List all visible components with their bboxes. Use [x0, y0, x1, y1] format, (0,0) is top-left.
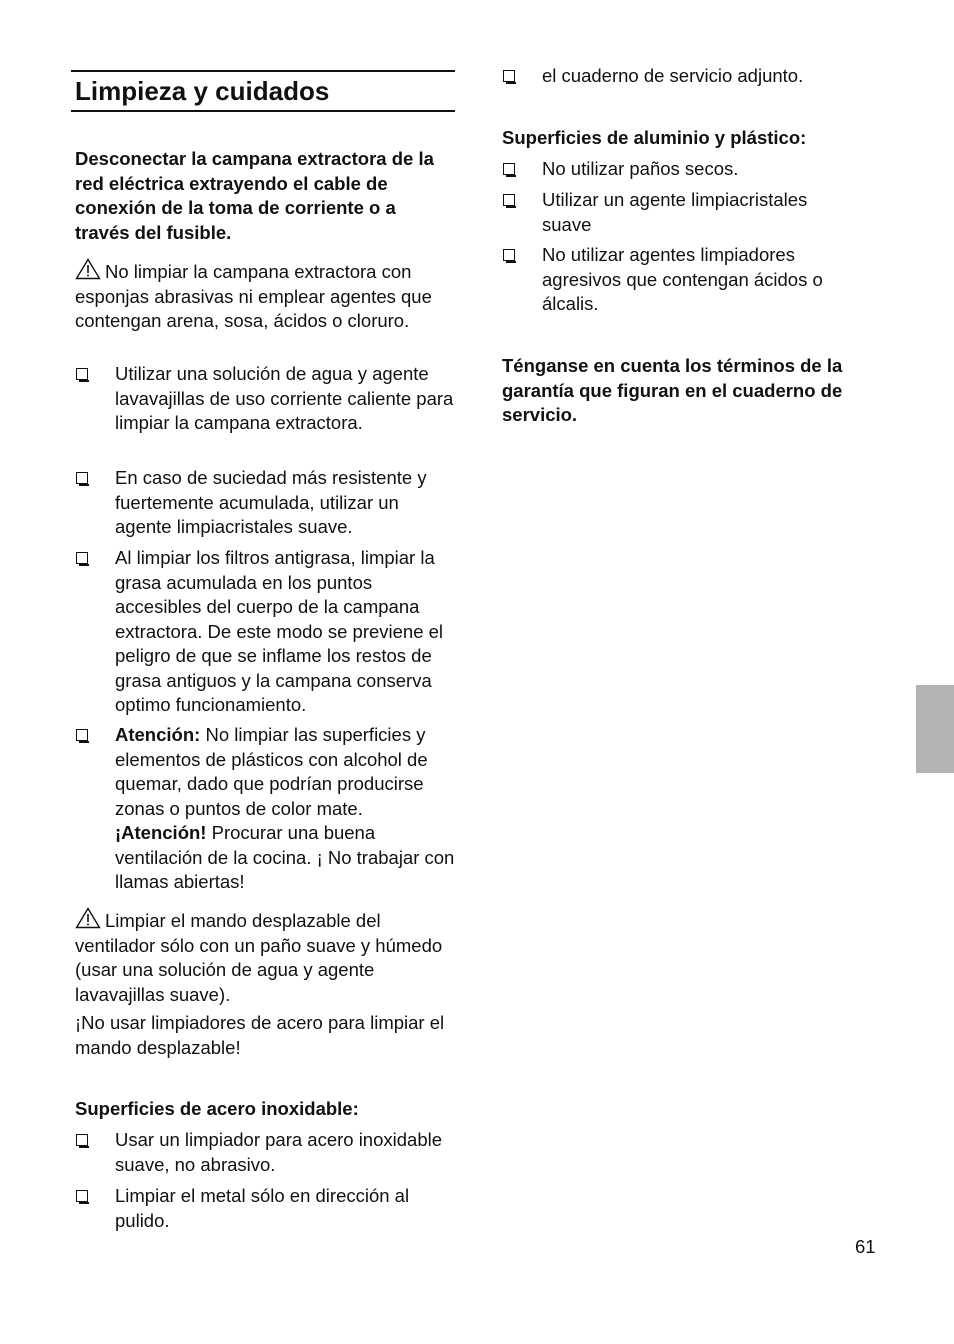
attention-text-1: No limpiar las superficies y elementos de plásticos con alcohol de quemar, dado que podrían producirse zonas o puntos de color mate.	[115, 724, 428, 819]
list-item-text: No utilizar paños secos.	[542, 158, 739, 179]
section-tab-marker	[916, 685, 954, 773]
list-item-text: Utilizar un agente limpiacristales suave	[542, 189, 808, 235]
warning-triangle-icon	[75, 907, 101, 929]
list-item-text: Al limpiar los filtros antigrasa, limpiar la grasa acumulada en los puntos accesibles del cuerpo de la campana extractora. De este modo se previene el peligro de que se inflame los restos de grasa antiguos y la campana conserva optimo funcionamiento.	[115, 547, 444, 715]
list-item-text: el cuaderno de servicio adjunto.	[542, 65, 804, 86]
warning-paragraph-1	[75, 258, 450, 334]
guarantee-text: Ténganse en cuenta los términos de la garantía que figuran en el cuaderno de servicio.	[502, 355, 843, 425]
list-item-text: No utilizar agentes limpiadores agresivos que contengan ácidos o álcalis.	[542, 244, 823, 314]
list-item-text: En caso de suciedad más resistente y fuertemente acumulada, utilizar un agente limpiacristales suave.	[115, 467, 427, 537]
list-item-text: Limpiar el metal sólo en dirección al pulido.	[115, 1185, 410, 1231]
attention-text	[115, 723, 460, 895]
checkbox-bullet-icon	[75, 466, 89, 490]
checkbox-bullet-icon	[502, 64, 516, 88]
checkbox-bullet-icon	[502, 157, 516, 181]
attention-text-2: Procurar una buena ventilación de la cocina. ¡ No trabajar con llamas abiertas!	[115, 822, 455, 892]
checkbox-bullet-icon	[75, 362, 89, 386]
checkbox-bullet-icon	[75, 1128, 89, 1152]
attention-label-1: Atención:	[115, 724, 201, 745]
checkbox-bullet-icon	[502, 243, 516, 267]
warning-text-2: Limpiar el mando desplazable del ventilador sólo con un paño suave y húmedo (usar una solución de agua y agente lavavajillas suave).	[75, 910, 443, 1005]
section-title-block	[71, 70, 455, 112]
checkbox-bullet-icon	[502, 188, 516, 212]
attention-label-2: ¡Atención!	[115, 822, 207, 843]
warning-triangle-icon	[75, 258, 101, 280]
checkbox-bullet-icon	[75, 1184, 89, 1208]
warning-paragraph-2	[75, 907, 450, 1007]
page-title: Limpieza y cuidados	[75, 76, 330, 106]
intro-warning-text: Desconectar la campana extractora de la red eléctrica extrayendo el cable de conexión de la toma de corriente o a través del fusible.	[75, 148, 434, 243]
checkbox-bullet-icon	[75, 723, 89, 747]
page-number: 61	[855, 1236, 876, 1257]
list-item-text: Usar un limpiador para acero inoxidable suave, no abrasivo.	[115, 1129, 443, 1175]
list-item-text: Utilizar una solución de agua y agente lavavajillas de uso corriente caliente para limpiar la campana extractora.	[115, 363, 454, 433]
alu-heading: Superficies de aluminio y plástico:	[502, 127, 807, 148]
checkbox-bullet-icon	[75, 546, 89, 570]
note-steel: ¡No usar limpiadores de acero para limpiar el mando desplazable!	[75, 1012, 445, 1058]
steel-heading: Superficies de acero inoxidable:	[75, 1098, 359, 1119]
warning-text-1: No limpiar la campana extractora con esponjas abrasivas ni emplear agentes que contengan arena, sosa, ácidos o cloruro.	[75, 261, 432, 331]
